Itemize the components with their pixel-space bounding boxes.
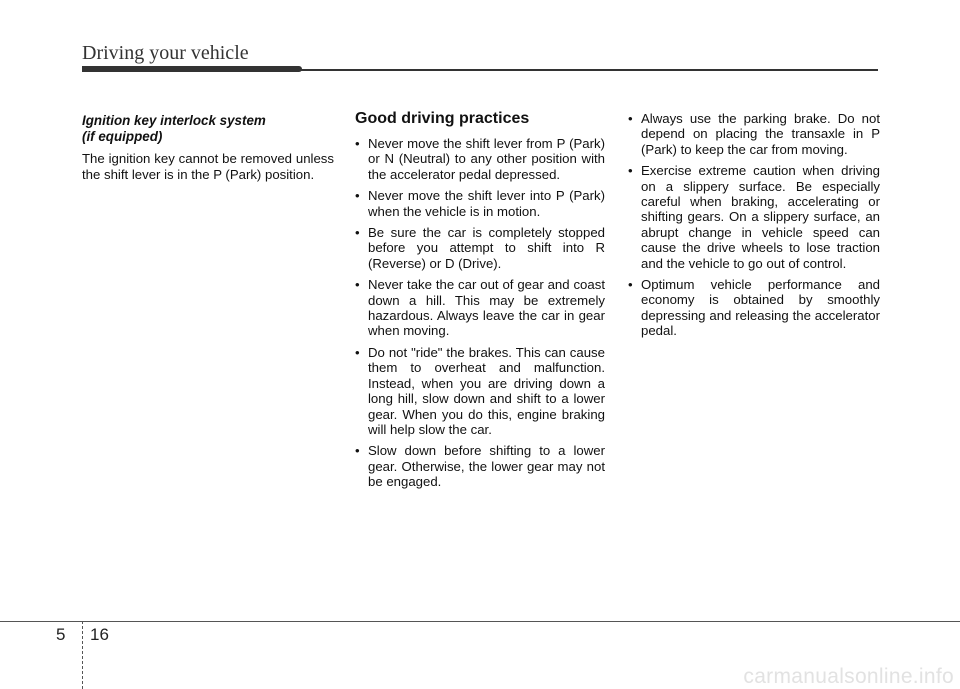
watermark: carmanualsonline.info [743,665,954,688]
column-ignition-interlock [82,113,334,182]
list-item [628,163,880,271]
list-item [355,277,605,339]
list-item [628,111,880,157]
bullet-icon: • [355,277,360,293]
subheading-line1: Ignition key interlock system [82,113,266,128]
list-item-text: Do not "ride" the brakes. This can cause them to overheat and malfunction. Instead, when you are driving down a long hill, slow down and shift to a lower gear. When you do this, engine braking will help slow the car. [368,344,605,437]
list-item-text: Be sure the car is completely stopped before you attempt to shift into R (Reverse) or D (Drive). [368,225,605,271]
list-item [628,277,880,339]
bullet-icon: • [355,188,360,204]
list-item-text: Never take the car out of gear and coast down a hill. This may be extremely hazardous. Always leave the car in gear when moving. [368,277,605,339]
list-item-text: Never move the shift lever from P (Park) or N (Neutral) to any other position with the accelerator pedal depressed. [368,136,605,182]
section-heading-good-driving: Good driving practices [355,110,530,127]
subheading-line2: (if equipped) [82,128,163,144]
subheading-ignition-interlock [82,113,334,144]
header-rule-thick [82,66,302,72]
good-driving-bullet-list [355,136,605,490]
footer-divider [82,621,83,689]
list-item-text: Exercise extreme caution when driving on a slippery surface. Be especially careful when braking, accelerating or shifting gears. On a slippery surface, an abrupt change in vehicle speed can cause the drive wheels to lose traction and the vehicle to go out of control. [641,163,880,271]
list-item-text: Never move the shift lever into P (Park) when the vehicle is in motion. [368,188,605,219]
column-good-driving-practices [355,110,605,496]
good-driving-bullet-list-continued [628,111,880,339]
footer-rule [0,621,960,622]
page-header-title: Driving your vehicle [82,42,249,64]
bullet-icon: • [628,277,633,293]
bullet-icon: • [628,163,633,179]
list-item [355,225,605,271]
list-item-text: Optimum vehicle performance and economy is obtained by smoothly depressing and releasing the accelerator pedal. [641,277,880,339]
header-rule-thin [300,69,878,71]
section-number: 5 [56,625,66,644]
bullet-icon: • [355,225,360,241]
list-item-text: Slow down before shifting to a lower gear. Otherwise, the lower gear may not be engaged. [368,443,605,490]
bullet-icon: • [355,344,360,360]
list-item [355,188,605,219]
bullet-icon: • [355,136,360,151]
column-good-driving-continued [628,111,880,345]
bullet-icon: • [628,111,633,126]
ignition-interlock-body: The ignition key cannot be removed unless the shift lever is in the P (Park) position. [82,151,334,182]
page-number: 16 [90,625,109,644]
list-item-text: Always use the parking brake. Do not depend on placing the transaxle in P (Park) to keep the car from moving. [641,111,880,157]
list-item [355,345,605,437]
list-item [355,443,605,489]
list-item [355,136,605,182]
bullet-icon: • [355,443,360,459]
